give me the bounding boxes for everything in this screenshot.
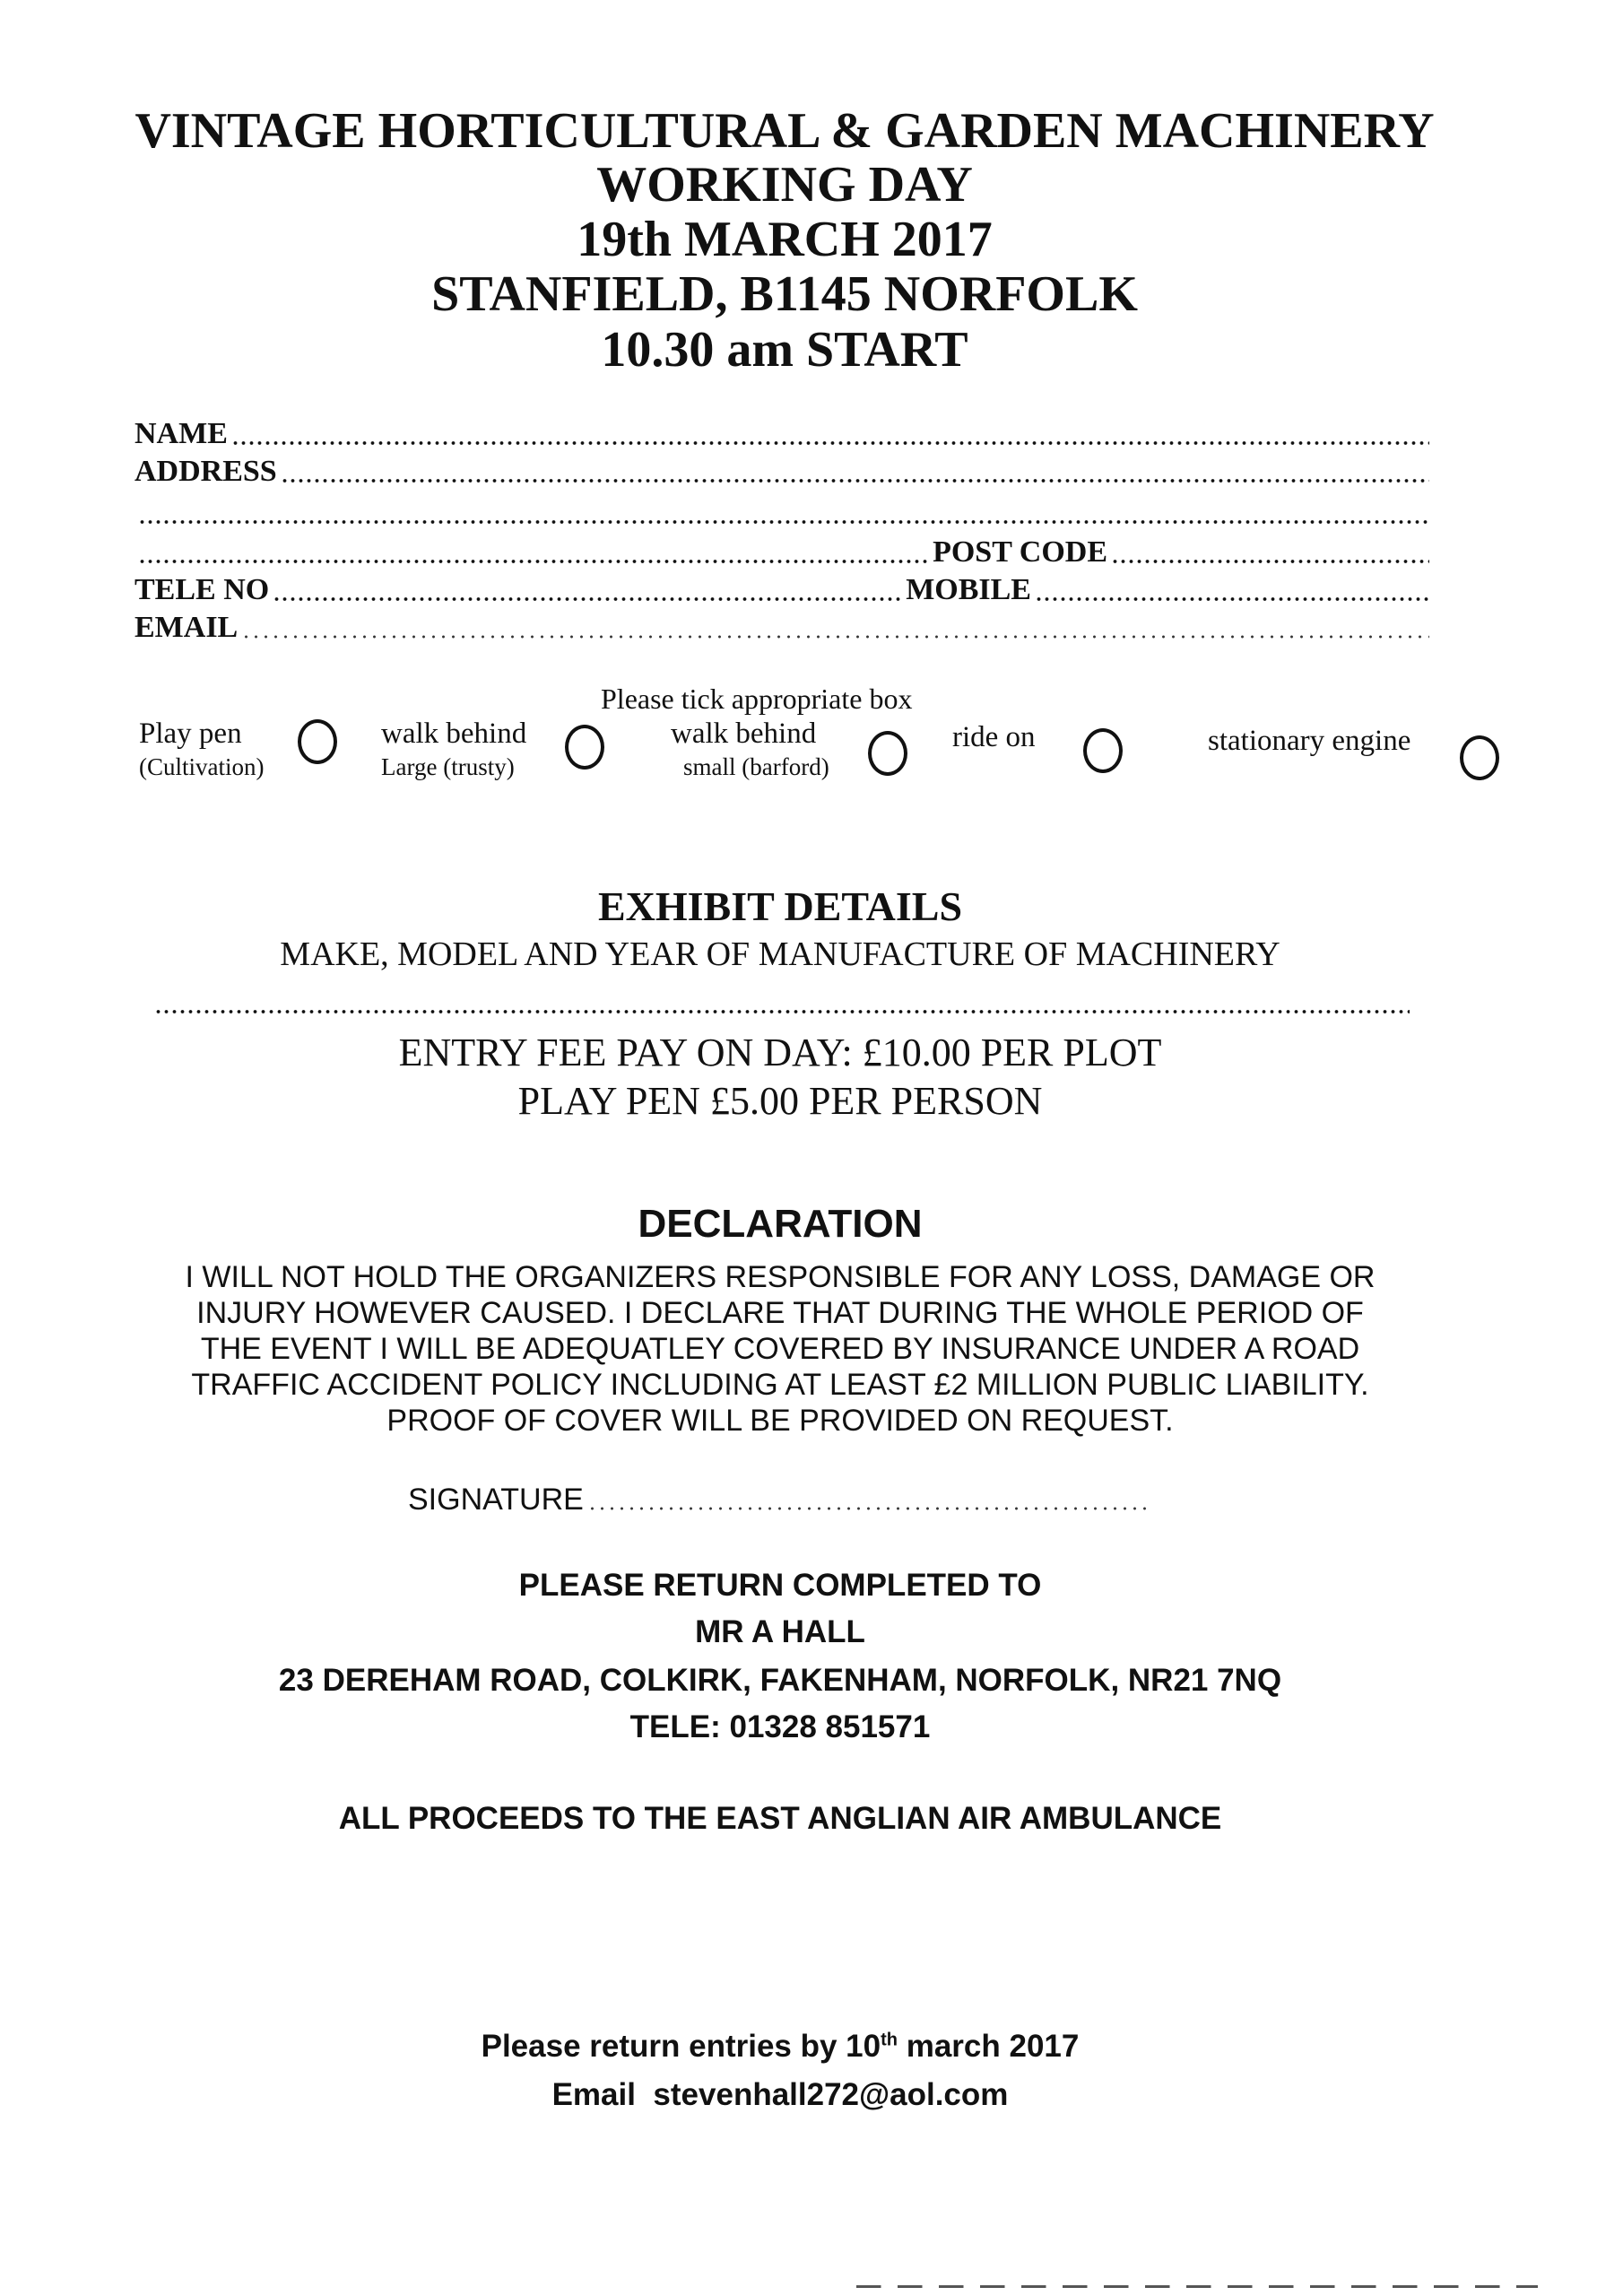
- declaration-line: THE EVENT I WILL BE ADEQUATLEY COVERED BY INSURANCE UNDER A ROAD: [200, 1332, 1360, 1366]
- tele-label: TELE NO: [135, 573, 270, 606]
- signature-label: SIGNATURE: [408, 1483, 584, 1517]
- entry-fee: ENTRY FEE PAY ON DAY: £10.00 PER PLOT: [398, 1031, 1162, 1074]
- contact-email-row: [0, 2077, 1560, 2113]
- deadline-text: Please return entries by 10: [481, 2029, 881, 2064]
- contact-email-link[interactable]: stevenhall272@aol.com: [653, 2077, 1009, 2112]
- checkbox-walk-behind-large[interactable]: [565, 725, 604, 770]
- name-field-row: [135, 413, 1433, 452]
- signature-row: [408, 1478, 1152, 1518]
- proceeds-note: ALL PROCEEDS TO THE EAST ANGLIAN AIR AMBULANCE: [338, 1801, 1222, 1836]
- postcode-field[interactable]: [1111, 558, 1429, 565]
- declaration-line: I WILL NOT HOLD THE ORGANIZERS RESPONSIBLE FOR ANY LOSS, DAMAGE OR: [185, 1260, 1376, 1294]
- address-field-line-3[interactable]: [138, 558, 929, 565]
- start-time: 10.30 am START: [601, 322, 968, 378]
- address-line-2-row: [135, 491, 1433, 531]
- event-date: 19th MARCH 2017: [577, 212, 993, 267]
- tele-field[interactable]: [273, 596, 902, 603]
- declaration-line: INJURY HOWEVER CAUSED. I DECLARE THAT DURING THE WHOLE PERIOD OF: [196, 1296, 1364, 1330]
- declaration-text: [126, 1259, 1435, 1439]
- exhibit-subheading: MAKE, MODEL AND YEAR OF MANUFACTURE OF MACHINERY: [280, 935, 1280, 973]
- address-field-line-2[interactable]: [138, 518, 1429, 526]
- option-label: Play pen: [139, 718, 242, 750]
- signature-field[interactable]: [587, 1505, 1149, 1512]
- declaration-line: PROOF OF COVER WILL BE PROVIDED ON REQUEST.: [386, 1404, 1174, 1438]
- option-stationary-engine: [1208, 723, 1410, 759]
- email-prefix: Email: [551, 2077, 636, 2112]
- exhibit-details-field[interactable]: [154, 1008, 1410, 1015]
- deadline-text-end: march 2017: [898, 2029, 1080, 2064]
- mobile-label: MOBILE: [906, 573, 1031, 606]
- option-sublabel: Large (trusty): [381, 753, 515, 780]
- address-field-row: [135, 450, 1433, 490]
- scan-artifact-line: [856, 2285, 1538, 2288]
- email-row: [135, 606, 1433, 646]
- deadline-ordinal: th: [881, 2030, 898, 2050]
- checkbox-play-pen[interactable]: [298, 719, 337, 764]
- phone-row: [135, 569, 1433, 608]
- mobile-field[interactable]: [1035, 596, 1429, 603]
- return-name: MR A HALL: [695, 1614, 865, 1649]
- checkbox-stationary-engine[interactable]: [1460, 735, 1499, 780]
- option-label: stationary engine: [1208, 725, 1411, 757]
- title-line-1: VINTAGE HORTICULTURAL & GARDEN MACHINERY: [135, 103, 1435, 159]
- event-location: STANFIELD, B1145 NORFOLK: [431, 266, 1138, 322]
- option-sublabel: (Cultivation): [139, 753, 265, 780]
- return-phone: TELE: 01328 851571: [629, 1709, 931, 1744]
- name-label: NAME: [135, 417, 228, 450]
- option-label: walk behind: [671, 718, 817, 750]
- checkbox-ride-on[interactable]: [1083, 728, 1123, 773]
- address-label: ADDRESS: [135, 455, 277, 488]
- email-label: EMAIL: [135, 611, 239, 644]
- deadline-note: [0, 2029, 1560, 2065]
- option-walk-behind-small: [671, 716, 829, 782]
- declaration-heading: DECLARATION: [638, 1202, 923, 1246]
- address-field[interactable]: [281, 477, 1429, 484]
- option-walk-behind-large: [381, 716, 526, 782]
- name-field[interactable]: [231, 439, 1429, 447]
- return-address: 23 DEREHAM ROAD, COLKIRK, FAKENHAM, NORFOLK, NR21 7NQ: [278, 1663, 1282, 1698]
- play-pen-fee: PLAY PEN £5.00 PER PERSON: [517, 1079, 1043, 1123]
- option-sublabel: small (barford): [683, 753, 829, 780]
- option-play-pen: [139, 716, 264, 782]
- email-field[interactable]: [241, 633, 1429, 640]
- option-label: walk behind: [381, 718, 527, 750]
- option-ride-on: [952, 719, 1036, 755]
- tick-instruction: Please tick appropriate box: [601, 683, 913, 715]
- postcode-label: POST CODE: [933, 535, 1107, 569]
- return-heading: PLEASE RETURN COMPLETED TO: [518, 1568, 1042, 1603]
- postcode-row: [135, 531, 1433, 570]
- exhibit-heading: EXHIBIT DETAILS: [597, 883, 963, 929]
- declaration-line: TRAFFIC ACCIDENT POLICY INCLUDING AT LEAST £2 MILLION PUBLIC LIABILITY.: [191, 1368, 1369, 1402]
- checkbox-walk-behind-small[interactable]: [868, 731, 907, 776]
- title-line-2: WORKING DAY: [596, 157, 973, 213]
- option-label: ride on: [952, 721, 1036, 753]
